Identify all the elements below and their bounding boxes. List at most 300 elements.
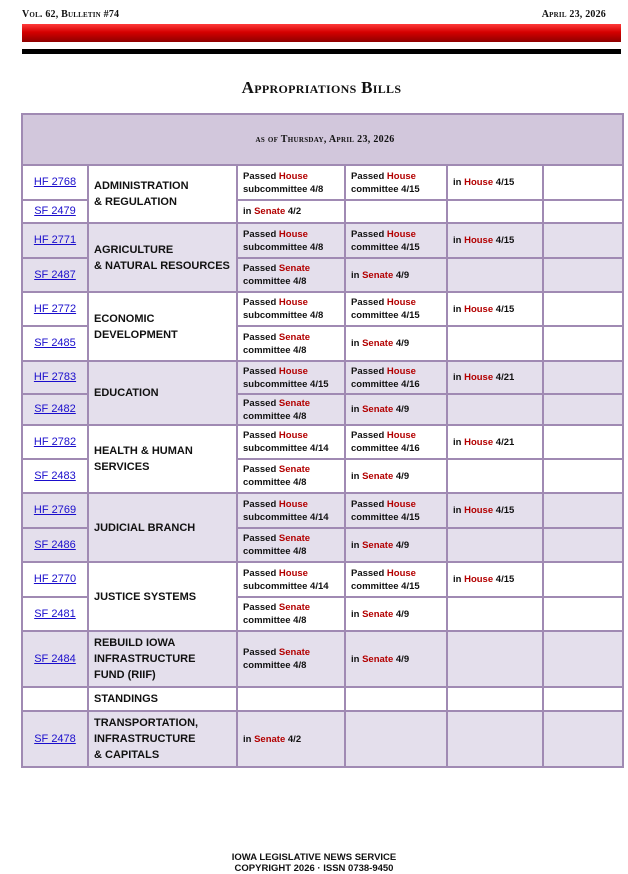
- status-date: 4/9: [395, 338, 410, 349]
- status-cell: [447, 258, 543, 292]
- status-cell: [543, 459, 623, 493]
- status-chamber: House: [386, 297, 416, 308]
- bill-cell: [22, 394, 88, 425]
- status-cell: [447, 361, 543, 394]
- status-cell: [447, 425, 543, 459]
- status-chamber: House: [386, 567, 416, 579]
- status-verb: Passed: [243, 170, 277, 182]
- status-body: committee: [243, 477, 291, 488]
- status-line: [243, 378, 344, 391]
- status-chamber: Senate: [278, 397, 311, 409]
- category-line: INFRASTRUCTURE: [94, 653, 196, 665]
- status-verb: Passed: [243, 567, 277, 579]
- category-cell: [88, 223, 237, 292]
- status-chamber: House: [278, 498, 308, 510]
- status-chamber: Senate: [362, 338, 394, 349]
- status-line: [351, 337, 446, 350]
- status-chamber: Senate: [254, 733, 286, 745]
- status-chamber: Senate: [278, 464, 311, 475]
- status-line: [243, 429, 344, 442]
- category-line: JUDICIAL BRANCH: [94, 521, 196, 534]
- category-line: EDUCATION: [94, 387, 159, 399]
- status-line: [243, 511, 344, 524]
- status-date: 4/15: [401, 183, 420, 195]
- status-chamber: House: [464, 303, 494, 315]
- table-row: [22, 631, 623, 687]
- status-verb: Passed: [351, 567, 385, 579]
- status-chamber: Senate: [278, 533, 311, 544]
- status-verb: in: [243, 206, 252, 217]
- status-date: 4/9: [395, 470, 410, 482]
- volume-label: Vol. 62, Bulletin #74: [22, 9, 120, 20]
- status-date: 4/14: [310, 511, 329, 523]
- bill-cell: [22, 292, 88, 326]
- status-verb: Passed: [351, 430, 385, 441]
- status-cell: [447, 200, 543, 223]
- category-line: & REGULATION: [94, 196, 177, 208]
- status-line: [243, 241, 344, 254]
- status-line: [453, 436, 542, 449]
- bill-link[interactable]: SF 2487: [34, 268, 76, 281]
- status-date: 4/15: [495, 177, 515, 188]
- status-date: 4/8: [293, 477, 307, 488]
- status-cell: [543, 631, 623, 687]
- status-line: [351, 470, 446, 483]
- table-row: [22, 165, 623, 200]
- status-line: [351, 183, 446, 196]
- status-cell: [237, 361, 345, 394]
- status-date: 4/8: [293, 615, 307, 626]
- bill-cell: [22, 361, 88, 394]
- bill-link[interactable]: HF 2783: [33, 371, 77, 383]
- status-cell: [345, 562, 447, 597]
- bill-link[interactable]: HF 2772: [33, 302, 77, 315]
- status-date: 4/15: [401, 310, 420, 321]
- status-chamber: Senate: [254, 206, 286, 217]
- status-line: [453, 234, 542, 247]
- bill-link[interactable]: SF 2481: [34, 607, 76, 620]
- status-cell: [447, 687, 543, 711]
- status-line: [351, 498, 446, 511]
- status-body: committee: [243, 276, 291, 287]
- status-body: committee: [351, 310, 399, 321]
- status-verb: Passed: [243, 297, 277, 308]
- status-cell: [237, 493, 345, 528]
- status-date: 4/15: [401, 241, 420, 253]
- table-row: [22, 425, 623, 459]
- status-cell: [237, 165, 345, 200]
- category-cell: [88, 292, 237, 361]
- status-verb: in: [453, 177, 462, 188]
- status-line: [351, 269, 446, 282]
- status-chamber: House: [464, 574, 494, 585]
- status-verb: Passed: [243, 263, 277, 274]
- status-chamber: House: [386, 228, 416, 240]
- status-chamber: House: [386, 430, 416, 441]
- status-line: [351, 608, 446, 621]
- status-line: [351, 241, 446, 254]
- bill-cell: [22, 165, 88, 200]
- status-cell: [543, 223, 623, 258]
- status-chamber: Senate: [278, 647, 311, 658]
- table-row: [22, 562, 623, 597]
- category-cell: [88, 165, 237, 223]
- status-cell: [345, 258, 447, 292]
- status-date: 4/15: [495, 574, 515, 585]
- status-line: [243, 228, 344, 241]
- category-line: FUND (RIIF): [94, 669, 156, 681]
- status-cell: [237, 687, 345, 711]
- status-chamber: House: [278, 297, 308, 308]
- status-cell: [345, 326, 447, 361]
- status-line: [453, 303, 542, 316]
- status-date: 4/21: [495, 436, 515, 448]
- status-verb: Passed: [243, 228, 277, 240]
- status-line: [243, 567, 344, 580]
- status-cell: [447, 528, 543, 562]
- status-line: [243, 331, 344, 344]
- status-date: 4/15: [401, 580, 420, 592]
- status-line: [243, 397, 344, 410]
- table-row: [22, 711, 623, 767]
- status-chamber: House: [278, 430, 308, 441]
- status-cell: [543, 292, 623, 326]
- status-cell: [345, 711, 447, 767]
- status-verb: Passed: [351, 498, 385, 510]
- bill-link[interactable]: SF 2484: [34, 652, 76, 665]
- status-line: [243, 410, 344, 423]
- category-line: AGRICULTURE: [94, 243, 174, 256]
- bill-cell: [22, 711, 88, 767]
- status-line: [351, 403, 446, 416]
- status-chamber: Senate: [362, 269, 394, 281]
- status-line: [243, 365, 344, 378]
- bill-link[interactable]: HF 2768: [33, 176, 77, 188]
- status-line: [351, 378, 446, 391]
- status-chamber: Senate: [278, 263, 311, 274]
- bill-cell: [22, 326, 88, 361]
- status-cell: [345, 292, 447, 326]
- status-line: [351, 539, 446, 552]
- status-verb: in: [243, 733, 252, 745]
- status-chamber: House: [278, 567, 308, 579]
- status-verb: Passed: [351, 365, 385, 377]
- status-line: [351, 170, 446, 183]
- bill-cell: [22, 223, 88, 258]
- category-line: & CAPITALS: [94, 749, 160, 761]
- category-cell: [88, 631, 237, 687]
- status-line: [243, 296, 344, 309]
- status-cell: [345, 597, 447, 631]
- status-body: committee: [243, 344, 291, 356]
- status-date: 4/15: [401, 511, 420, 523]
- status-date: 4/9: [395, 653, 410, 665]
- status-line: [453, 371, 542, 384]
- status-cell: [345, 459, 447, 493]
- status-verb: Passed: [243, 365, 277, 377]
- status-line: [243, 170, 344, 183]
- status-date: 4/16: [401, 443, 420, 454]
- status-cell: [237, 425, 345, 459]
- status-date: 4/15: [495, 303, 515, 315]
- footer-copyright: COPYRIGHT 2026 · ISSN 0738-9450: [234, 863, 394, 874]
- status-cell: [237, 326, 345, 361]
- status-date: 4/15: [495, 235, 515, 246]
- status-line: [243, 545, 344, 558]
- table-row: [22, 493, 623, 528]
- status-verb: in: [453, 372, 462, 383]
- status-date: 4/8: [293, 276, 307, 287]
- bill-cell: [22, 687, 88, 711]
- status-cell: [447, 631, 543, 687]
- bill-cell: [22, 528, 88, 562]
- category-line: ECONOMIC: [94, 312, 155, 325]
- bill-link[interactable]: SF 2478: [34, 732, 76, 745]
- status-cell: [237, 223, 345, 258]
- status-body: subcommittee: [243, 310, 308, 321]
- category-cell: [88, 711, 237, 767]
- status-body: committee: [351, 443, 399, 454]
- status-cell: [237, 562, 345, 597]
- status-verb: in: [453, 436, 462, 448]
- status-chamber: Senate: [362, 608, 394, 620]
- status-verb: Passed: [243, 331, 277, 343]
- status-body: subcommittee: [243, 378, 308, 390]
- category-cell: [88, 687, 237, 711]
- status-cell: [345, 631, 447, 687]
- status-chamber: House: [386, 170, 416, 182]
- bill-link[interactable]: SF 2483: [34, 469, 76, 482]
- category-line: ADMINISTRATION: [94, 180, 189, 192]
- bulletin-header: [22, 9, 606, 23]
- status-line: [453, 504, 542, 517]
- status-chamber: House: [464, 436, 494, 448]
- status-verb: in: [351, 269, 360, 281]
- status-date: 4/8: [310, 310, 324, 321]
- status-cell: [237, 459, 345, 493]
- status-cell: [345, 425, 447, 459]
- status-verb: Passed: [351, 297, 385, 308]
- status-verb: Passed: [243, 602, 277, 613]
- status-date: 4/9: [395, 269, 410, 281]
- status-body: subcommittee: [243, 511, 308, 523]
- status-cell: [345, 394, 447, 425]
- bill-cell: [22, 258, 88, 292]
- status-cell: [543, 394, 623, 425]
- issue-date: April 23, 2026: [541, 9, 606, 20]
- status-body: committee: [351, 183, 399, 195]
- status-body: committee: [243, 410, 291, 422]
- status-line: [243, 580, 344, 593]
- status-cell: [345, 361, 447, 394]
- status-date: 4/16: [401, 378, 420, 390]
- status-cell: [237, 394, 345, 425]
- table-row: [22, 223, 623, 258]
- status-chamber: House: [278, 365, 308, 377]
- status-verb: in: [351, 539, 360, 551]
- status-date: 4/9: [395, 404, 410, 415]
- status-chamber: House: [464, 372, 494, 383]
- bill-cell: [22, 631, 88, 687]
- status-cell: [543, 361, 623, 394]
- status-date: 4/8: [293, 660, 307, 671]
- status-cell: [543, 562, 623, 597]
- status-verb: Passed: [243, 533, 277, 544]
- status-line: [243, 733, 344, 746]
- status-line: [351, 653, 446, 666]
- status-line: [351, 429, 446, 442]
- status-cell: [345, 528, 447, 562]
- bill-cell: [22, 597, 88, 631]
- category-line: STANDINGS: [94, 693, 158, 705]
- status-chamber: Senate: [278, 331, 311, 343]
- status-verb: in: [453, 235, 462, 246]
- status-cell: [447, 292, 543, 326]
- bill-cell: [22, 200, 88, 223]
- status-line: [453, 176, 542, 189]
- status-line: [243, 532, 344, 545]
- status-verb: Passed: [243, 464, 277, 475]
- category-line: SERVICES: [94, 461, 150, 473]
- status-line: [243, 344, 344, 357]
- status-line: [351, 228, 446, 241]
- category-line: JUSTICE SYSTEMS: [94, 590, 197, 603]
- status-body: committee: [351, 241, 399, 253]
- status-line: [351, 442, 446, 455]
- table-row: [22, 292, 623, 326]
- status-line: [243, 646, 344, 659]
- status-verb: Passed: [243, 647, 277, 658]
- status-date: 4/2: [287, 733, 302, 745]
- status-chamber: House: [386, 365, 416, 377]
- status-chamber: House: [464, 505, 494, 516]
- bill-link[interactable]: SF 2486: [34, 538, 76, 551]
- status-cell: [237, 597, 345, 631]
- status-cell: [447, 459, 543, 493]
- status-line: [351, 511, 446, 524]
- status-date: 4/9: [395, 539, 410, 551]
- status-body: committee: [351, 580, 399, 592]
- bill-link[interactable]: HF 2770: [33, 573, 77, 585]
- bill-cell: [22, 459, 88, 493]
- status-line: [243, 309, 344, 322]
- status-verb: in: [351, 404, 360, 415]
- status-line: [351, 580, 446, 593]
- status-cell: [543, 425, 623, 459]
- status-verb: in: [453, 303, 462, 315]
- status-cell: [543, 258, 623, 292]
- status-cell: [237, 292, 345, 326]
- status-cell: [447, 165, 543, 200]
- bill-link[interactable]: HF 2769: [33, 504, 77, 516]
- status-chamber: House: [464, 235, 494, 246]
- status-date: 4/8: [293, 410, 307, 422]
- status-cell: [345, 687, 447, 711]
- status-banner: as of Thursday, April 23, 2026: [22, 114, 623, 165]
- status-cell: [447, 711, 543, 767]
- status-line: [243, 498, 344, 511]
- status-date: 4/15: [495, 505, 515, 516]
- status-cell: [543, 528, 623, 562]
- status-cell: [543, 687, 623, 711]
- status-cell: [447, 394, 543, 425]
- status-chamber: House: [464, 177, 494, 188]
- status-line: [351, 309, 446, 322]
- category-line: TRANSPORTATION,: [94, 717, 199, 729]
- bill-link[interactable]: HF 2771: [33, 234, 77, 246]
- category-cell: [88, 493, 237, 562]
- status-body: committee: [243, 546, 291, 557]
- status-cell: [447, 562, 543, 597]
- bill-link[interactable]: SF 2479: [34, 205, 76, 217]
- category-cell: [88, 562, 237, 631]
- status-verb: in: [351, 653, 360, 665]
- status-cell: [447, 223, 543, 258]
- category-cell: [88, 425, 237, 493]
- status-body: committee: [243, 660, 291, 671]
- status-line: [453, 573, 542, 586]
- table-row: [22, 361, 623, 394]
- bill-link[interactable]: HF 2782: [33, 435, 77, 448]
- status-body: committee: [243, 615, 291, 626]
- status-cell: [345, 165, 447, 200]
- bill-link[interactable]: SF 2482: [34, 403, 76, 415]
- category-line: REBUILD IOWA: [94, 637, 176, 649]
- status-verb: Passed: [243, 430, 277, 441]
- status-body: committee: [351, 378, 399, 390]
- status-verb: Passed: [351, 170, 385, 182]
- status-cell: [345, 200, 447, 223]
- status-line: [351, 296, 446, 309]
- status-chamber: House: [278, 228, 308, 240]
- table-row: [22, 687, 623, 711]
- page-title: Appropriations Bills: [241, 78, 402, 97]
- status-line: [243, 659, 344, 672]
- status-cell: [237, 631, 345, 687]
- status-cell: [543, 711, 623, 767]
- appropriations-table: [21, 113, 624, 768]
- status-line: [243, 614, 344, 627]
- status-line: [243, 463, 344, 476]
- status-date: 4/2: [287, 206, 302, 217]
- category-line: INFRASTRUCTURE: [94, 733, 196, 745]
- bill-link[interactable]: SF 2485: [34, 337, 76, 349]
- status-line: [351, 365, 446, 378]
- status-cell: [543, 493, 623, 528]
- status-cell: [237, 200, 345, 223]
- status-line: [243, 262, 344, 275]
- status-cell: [543, 200, 623, 223]
- status-verb: Passed: [351, 228, 385, 240]
- status-line: [243, 442, 344, 455]
- status-cell: [447, 493, 543, 528]
- status-body: committee: [351, 511, 399, 523]
- red-banner-bar: [22, 24, 621, 42]
- status-verb: in: [351, 470, 360, 482]
- status-verb: in: [453, 574, 462, 585]
- status-body: subcommittee: [243, 183, 308, 195]
- status-verb: in: [351, 338, 360, 349]
- status-verb: Passed: [243, 498, 277, 510]
- status-date: 4/8: [293, 344, 307, 356]
- status-line: [243, 205, 344, 218]
- status-date: 4/8: [310, 183, 324, 195]
- status-date: 4/14: [310, 580, 329, 592]
- status-cell: [237, 258, 345, 292]
- category-cell: [88, 361, 237, 425]
- status-cell: [345, 223, 447, 258]
- status-chamber: Senate: [362, 653, 394, 665]
